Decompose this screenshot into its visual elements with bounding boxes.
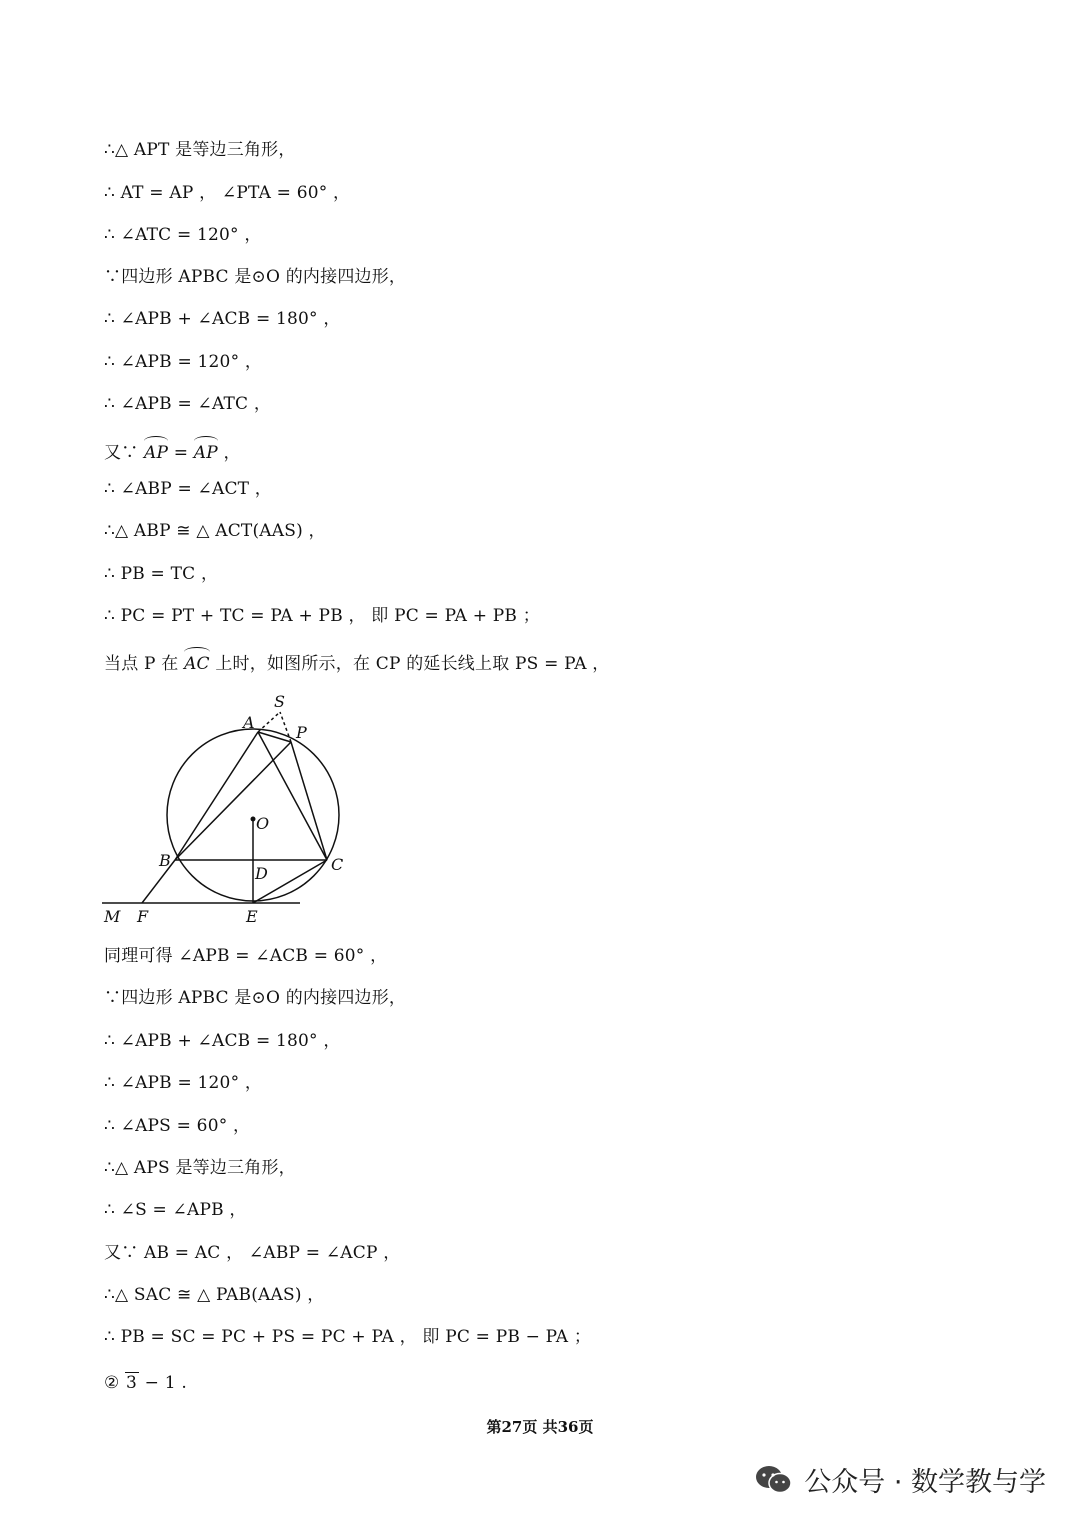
- solution-line: [104, 1283, 324, 1307]
- solution-line: [104, 181, 350, 205]
- line-text: ∴ ∠S = ∠APB ，: [104, 1200, 247, 1220]
- line-text: ∴ PB = TC ，: [104, 564, 219, 584]
- line-text: ∴ ∠APS = 60° ，: [104, 1116, 251, 1136]
- segment-bp: [175, 742, 291, 860]
- segment-ab: [175, 732, 258, 860]
- line-text: 又∵ AB = AC ， ∠ABP = ∠ACP ，: [104, 1243, 401, 1263]
- line-text: ∴ ∠APB + ∠ACB = 180° ，: [104, 1031, 341, 1051]
- page-number: 第27页 共36页: [486, 1418, 594, 1436]
- line-text: ∴ ∠APB + ∠ACB = 180° ，: [104, 309, 341, 329]
- line-text: ∴ PB = SC = PC + PS = PC + PA ， 即 PC = PB − PA ；: [104, 1327, 592, 1347]
- line-text: ∴ ∠ABP = ∠ACT ，: [104, 479, 272, 499]
- solution-line: [104, 223, 262, 247]
- solution-line: [104, 519, 326, 543]
- label-a: A: [243, 713, 255, 732]
- label-s: S: [274, 692, 285, 711]
- line-text: ∴△ APS 是等边三角形，: [104, 1158, 296, 1178]
- solution-line: [104, 1114, 250, 1138]
- line-text: − 1 .: [139, 1373, 187, 1393]
- line-text: ∴ AT = AP ， ∠PTA = 60° ，: [104, 183, 351, 203]
- arc-text: AP: [144, 435, 168, 465]
- label-d: D: [255, 864, 268, 883]
- line-text: ∴ ∠APB = 120° ，: [104, 1073, 263, 1093]
- line-text: ∴ ∠APB = 120° ，: [104, 352, 263, 372]
- line-text: ∴△ APT 是等边三角形，: [104, 140, 296, 160]
- solution-line: [104, 265, 406, 289]
- arc-text: AP: [194, 435, 218, 465]
- label-c: C: [331, 855, 344, 874]
- solution-line: [104, 392, 271, 416]
- label-m: M: [104, 907, 121, 926]
- line-text: ∴△ SAC ≅ △ PAB(AAS) ，: [104, 1285, 325, 1305]
- solution-line: [104, 435, 241, 465]
- line-text: ，: [217, 443, 241, 463]
- solution-line: [104, 1371, 187, 1395]
- solution-line: [104, 1198, 247, 1222]
- line-text: ∵四边形 APBC 是⊙O 的内接四边形，: [104, 267, 407, 287]
- arc-text: AC: [184, 646, 210, 676]
- label-p: P: [296, 723, 307, 742]
- segment-ac: [258, 732, 327, 860]
- line-text: ∵四边形 APBC 是⊙O 的内接四边形，: [104, 988, 407, 1008]
- center-point-o: [251, 817, 256, 822]
- segment-pc: [291, 742, 327, 860]
- solution-line: [104, 1029, 341, 1053]
- label-b: B: [159, 851, 171, 870]
- solution-line: [104, 350, 262, 374]
- solution-line: [104, 986, 406, 1010]
- line-text: 同理可得 ∠APB = ∠ACB = 60° ，: [104, 946, 388, 966]
- line-text: =: [168, 443, 194, 463]
- line-text: ∴△ ABP ≅ △ ACT(AAS) ，: [104, 521, 326, 541]
- line-text: 当点 P 在: [104, 654, 185, 674]
- line-text: ②: [104, 1373, 126, 1393]
- wechat-icon: [754, 1464, 794, 1496]
- solution-line: [104, 1241, 400, 1265]
- solution-line: [104, 477, 272, 501]
- line-text: ∴ PC = PT + TC = PA + PB ， 即 PC = PA + PB ；: [104, 606, 540, 626]
- solution-line: [104, 138, 296, 162]
- solution-line: [104, 646, 610, 676]
- line-text: 上时，如图所示，在 CP 的延长线上取 PS = PA ，: [209, 654, 610, 674]
- watermark-text: 公众号 · 数学教与学: [804, 1467, 1046, 1498]
- solution-line: [104, 944, 387, 968]
- solution-line: [104, 562, 218, 586]
- solution-line: [104, 307, 341, 331]
- watermark: [754, 1460, 1046, 1499]
- label-e: E: [246, 907, 258, 926]
- line-text: ∴ ∠ATC = 120° ，: [104, 225, 262, 245]
- solution-line: [104, 1071, 262, 1095]
- sqrt-text: 3: [126, 1373, 138, 1393]
- label-f: F: [137, 907, 149, 926]
- solution-line: [104, 604, 540, 628]
- line-text: ∴ ∠APB = ∠ATC ，: [104, 394, 272, 414]
- label-o: O: [256, 814, 270, 833]
- solution-line: [104, 1325, 591, 1349]
- geometry-figure: [100, 690, 360, 930]
- solution-line: [104, 1156, 296, 1180]
- line-text: 又∵: [104, 443, 145, 463]
